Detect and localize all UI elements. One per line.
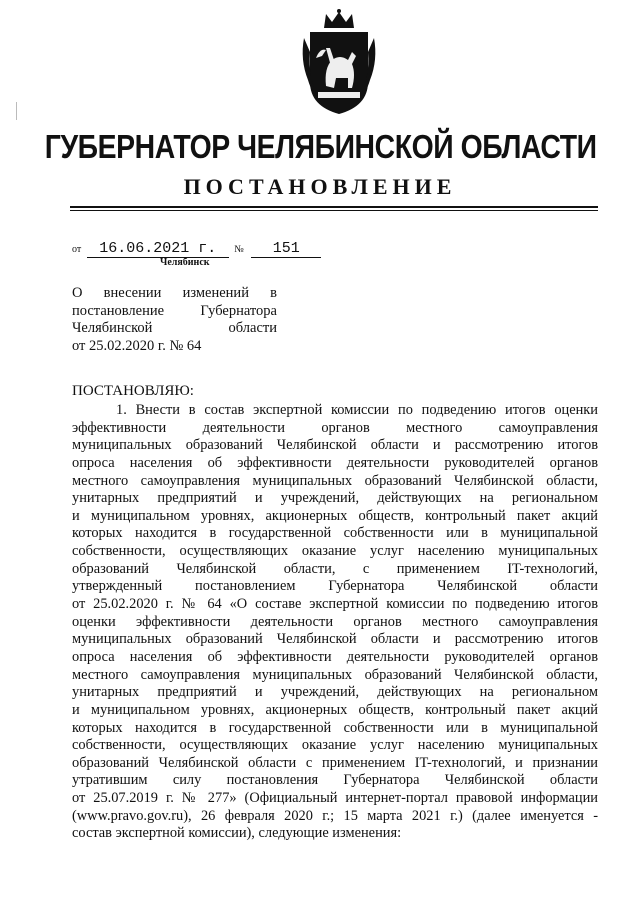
page-title: ГУБЕРНАТОР ЧЕЛЯБИНСКОЙ ОБЛАСТИ bbox=[44, 128, 597, 165]
body-line: от 25.02.2020 г. № 64 «О составе экспертной комиссии по подведению итогов bbox=[72, 596, 598, 613]
decree-word: ПОСТАНОВЛЯЮ: bbox=[72, 383, 194, 399]
date-from-label: от bbox=[72, 244, 82, 255]
subject-line: Челябинской области bbox=[72, 320, 277, 337]
body-line: опроса населения об эффективности деятельности руководителей органов bbox=[72, 648, 598, 665]
date-number-line bbox=[72, 240, 321, 258]
body-line: унитарных предприятий и учреждений, действующих на региональном bbox=[72, 684, 598, 701]
subject-line: от 25.02.2020 г. № 64 bbox=[72, 337, 202, 354]
body-line: оценки эффективности деятельности органов местного самоуправления bbox=[72, 613, 598, 630]
body-line: и муниципальном уровнях, акционерных обществ, контрольный пакет акций bbox=[72, 701, 598, 718]
body-line: (www.pravo.gov.ru), 26 февраля 2020 г.; 15 марта 2021 г.) (далее именуется - bbox=[72, 807, 598, 824]
body-line: муниципальных образований Челябинской области и рассмотрению итогов bbox=[72, 437, 598, 454]
body-line: собственности, осуществляющих оказание услуг населению муниципальных bbox=[72, 737, 598, 754]
body-line: опроса населения об эффективности деятельности руководителей органов bbox=[72, 454, 598, 471]
document-body bbox=[72, 402, 598, 843]
body-line: которых находится в государственной собственности или в муниципальной bbox=[72, 719, 598, 736]
body-line: 1. Внести в состав экспертной комиссии по подведению итогов оценки bbox=[116, 402, 598, 418]
body-line: и муниципальном уровнях, акционерных обществ, контрольный пакет акций bbox=[72, 507, 598, 524]
city-label: Челябинск bbox=[160, 257, 210, 268]
body-line: собственности, осуществляющих оказание услуг населению муниципальных bbox=[72, 543, 598, 560]
document-type: ПОСТАНОВЛЕНИЕ bbox=[183, 174, 457, 199]
subject-line: постановление Губернатора bbox=[72, 302, 277, 319]
document-number: 151 bbox=[251, 240, 321, 258]
subject-line: О внесении изменений в bbox=[72, 285, 277, 301]
body-line: образований Челябинской области, с применением IT-технологий, bbox=[72, 560, 598, 577]
header-divider-thin bbox=[70, 210, 598, 211]
header-divider bbox=[70, 206, 598, 208]
body-line: местного самоуправления муниципальных образований Челябинской области, bbox=[72, 666, 598, 683]
body-line: состав экспертной комиссии), следующие изменения: bbox=[72, 825, 402, 842]
number-label: № bbox=[234, 244, 244, 255]
body-line: муниципальных образований Челябинской области и рассмотрению итогов bbox=[72, 631, 598, 648]
scan-margin-mark bbox=[16, 102, 17, 120]
chelyabinsk-coat-of-arms bbox=[296, 8, 382, 118]
body-line: от 25.07.2019 г. № 277» (Официальный интернет-портал правовой информации bbox=[72, 790, 598, 807]
body-line: образований Челябинской области с применением IT-технологий, и признании bbox=[72, 754, 598, 771]
body-line: местного самоуправления муниципальных образований Челябинской области, bbox=[72, 472, 598, 489]
document-date: 16.06.2021 г. bbox=[87, 240, 229, 258]
body-line: унитарных предприятий и учреждений, действующих на региональном bbox=[72, 490, 598, 507]
body-line: которых находится в государственной собственности или в муниципальной bbox=[72, 525, 598, 542]
body-line: утратившим силу постановления Губернатора Челябинской области bbox=[72, 772, 598, 789]
body-line: утвержденный постановлением Губернатора Челябинской области bbox=[72, 578, 598, 595]
document-subject bbox=[72, 285, 277, 355]
body-line: эффективности деятельности органов местного самоуправления bbox=[72, 419, 598, 436]
